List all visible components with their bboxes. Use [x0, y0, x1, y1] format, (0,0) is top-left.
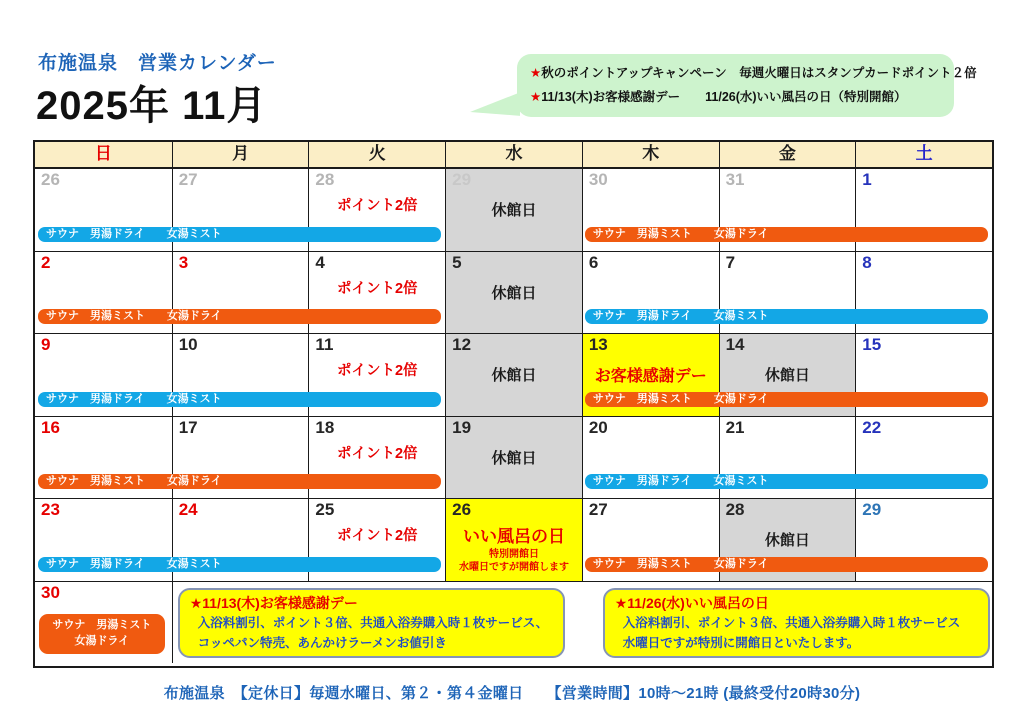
date-number: 24 [178, 500, 198, 519]
day-cell-w1-29 [445, 169, 582, 251]
date-number: 29 [452, 170, 472, 189]
sauna-banner-orange: サウナ 男湯ミスト 女湯ドライ [585, 557, 988, 572]
date-number: 30 [41, 582, 60, 602]
day-cell-w3-12 [445, 334, 582, 416]
date-number: 6 [588, 252, 599, 272]
day-cell-w6-30 [35, 582, 172, 664]
date-number: 4 [315, 252, 325, 272]
date-number: 20 [588, 417, 608, 437]
day-cell-w4-19 [445, 417, 582, 499]
date-number: 18 [315, 417, 335, 437]
closed-day-label: 休館日 [491, 367, 537, 384]
closed-day-label: 休館日 [764, 367, 810, 384]
date-number: 7 [725, 252, 736, 272]
point-x2-note: ポイント2倍 [336, 363, 418, 379]
date-number: 27 [588, 500, 608, 519]
sauna-banner-orange: サウナ 男湯ミスト 女湯ドライ [585, 227, 988, 242]
date-number: 2 [41, 252, 51, 272]
date-number: 10 [178, 335, 198, 354]
note-title: ★11/26(水)いい風呂の日 [614, 594, 769, 611]
date-number: 28 [725, 500, 745, 519]
sauna-banner-orange: サウナ 男湯ミスト 女湯ドライ [38, 474, 441, 489]
star-icon: ★ [530, 66, 542, 80]
sauna-banner-orange: サウナ 男湯ミスト 女湯ドライ [585, 392, 988, 407]
date-number: 9 [41, 335, 51, 354]
special-day-subtext: 特別開館日 [488, 549, 539, 560]
notes-area [172, 582, 992, 664]
date-number: 21 [725, 417, 745, 437]
sauna-banner-blue: サウナ 男湯ドライ 女湯ミスト [38, 392, 441, 407]
weekday-header-3: 火 [308, 142, 445, 167]
weekday-header-4: 水 [445, 142, 582, 167]
date-number: 16 [41, 417, 60, 437]
closed-day-label: 休館日 [491, 284, 537, 302]
weekday-header-6: 金 [719, 142, 856, 167]
special-day-label: いい風呂の日 [462, 527, 565, 546]
date-number: 19 [452, 417, 472, 437]
date-number: 29 [862, 500, 882, 519]
announcement-line-1 [530, 61, 977, 85]
weekday-header-7: 土 [855, 142, 992, 167]
week-row-1 [35, 169, 992, 251]
date-number: 22 [862, 417, 882, 437]
note-line: 入浴料割引、ポイント３倍、共通入浴券購入時１枚サービス、 [197, 615, 549, 630]
point-x2-note: ポイント2倍 [336, 528, 418, 544]
star-icon: ★ [530, 90, 542, 104]
date-number: 23 [41, 500, 60, 519]
point-x2-note: ポイント2倍 [336, 280, 418, 297]
date-number: 17 [178, 417, 198, 437]
week-row-2 [35, 251, 992, 334]
sauna-banner-orange: サウナ 男湯ミスト 女湯ドライ [38, 309, 441, 324]
announcement-text-2: 11/13(木)お客様感謝デー 11/26(水)いい風呂の日（特別開館） [541, 90, 907, 104]
closed-day-label: 休館日 [764, 532, 810, 549]
weekday-header-row [35, 142, 992, 169]
week-row-3 [35, 333, 992, 416]
note-line: 水曜日ですが特別に開館日といたします。 [622, 635, 860, 650]
speech-bubble-tail [470, 91, 520, 118]
date-number: 3 [178, 252, 189, 272]
week-row-6 [35, 581, 992, 664]
sauna-banner-blue: サウナ 男湯ドライ 女湯ミスト [585, 474, 988, 489]
date-number: 31 [725, 170, 745, 189]
date-number: 15 [862, 335, 882, 354]
date-number: 26 [452, 500, 472, 519]
date-number: 1 [862, 170, 872, 189]
note-title: ★11/13(木)お客様感謝デー [189, 594, 358, 611]
date-number: 30 [588, 170, 608, 189]
date-number: 8 [862, 252, 872, 272]
note-box-kansha-day [178, 588, 565, 658]
sauna-banner-blue: サウナ 男湯ドライ 女湯ミスト [38, 557, 441, 572]
closed-day-label: 休館日 [491, 202, 537, 219]
month-title: 2025年 11月 [36, 84, 268, 128]
weekday-header-1: 日 [94, 144, 112, 163]
note-line: 入浴料割引、ポイント３倍、共通入浴券購入時１枚サービス [622, 615, 961, 630]
date-number: 28 [315, 170, 335, 189]
footer-info: 布施温泉 【定休日】毎週水曜日、第２・第４金曜日 【営業時間】10時～21時 (最終受付20時30分) [163, 685, 861, 702]
week-row-5 [35, 498, 992, 581]
date-number: 13 [588, 335, 608, 354]
special-day-subtext: 水曜日ですが開館します [458, 562, 569, 573]
weekday-header-5: 木 [582, 142, 719, 167]
announcement-line-2 [530, 85, 954, 109]
note-line: コッペパン特売、あんかけラーメンお値引き [197, 635, 447, 650]
point-x2-note: ポイント2倍 [336, 445, 418, 462]
sauna-badge-line-1: サウナ 男湯ミスト [52, 618, 152, 631]
point-x2-note: ポイント2倍 [336, 198, 418, 214]
week-row-4 [35, 416, 992, 499]
date-number: 14 [725, 335, 745, 354]
calendar-grid [33, 140, 994, 668]
sauna-banner-blue: サウナ 男湯ドライ 女湯ミスト [585, 309, 988, 324]
date-number: 26 [41, 170, 60, 189]
sauna-badge-line-2: 女湯ドライ [74, 634, 130, 647]
page-title: 布施温泉 営業カレンダー [38, 53, 277, 74]
special-day-label: お客様感謝デー [594, 368, 707, 385]
date-number: 27 [178, 170, 198, 189]
date-number: 5 [452, 252, 462, 272]
announcement-text-1: 秋のポイントアップキャンペーン 毎週火曜日はスタンプカードポイント２倍 [541, 66, 977, 80]
date-number: 12 [452, 335, 472, 354]
calendar-weeks [35, 169, 992, 581]
sauna-banner-blue: サウナ 男湯ドライ 女湯ミスト [38, 227, 441, 242]
announcement-bubble [517, 54, 977, 117]
date-number: 11 [315, 335, 334, 354]
note-box-iifuro-day [603, 588, 990, 658]
weekday-header-2: 月 [172, 142, 309, 167]
day-cell-w5-26 [445, 499, 582, 581]
day-cell-w2-5 [445, 252, 582, 334]
date-number: 25 [315, 500, 335, 519]
closed-day-label: 休館日 [491, 449, 537, 467]
sauna-badge [39, 614, 165, 654]
